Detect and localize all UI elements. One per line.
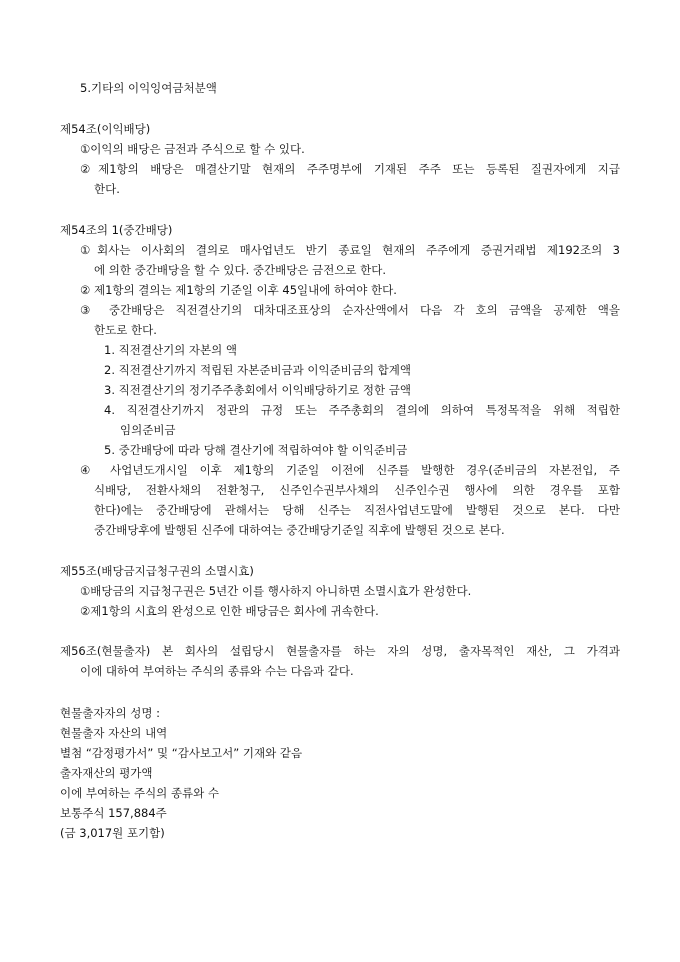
article-54-1-paragraph-4-line-2: 식배당, 전환사채의 전환청구, 신주인수권부사채의 신주인수권 행사에 의한 경우를 포함 <box>94 483 620 497</box>
asset-valuation-label: 출자재산의 평가액 <box>60 766 153 780</box>
deduction-item-3: 3. 직전결산기의 정기주주총회에서 이익배당하기로 정한 금액 <box>104 383 411 397</box>
contributor-name-label: 현물출자자의 성명 : <box>60 706 161 720</box>
article-54-paragraph-2-line-2: 한다. <box>94 182 120 196</box>
article-54-1-paragraph-4-line-1: ④ 사업년도개시일 이후 제1항의 기준일 이전에 신주를 발행한 경우(준비금의 자본전입, 주 <box>80 463 620 477</box>
article-54-1-paragraph-1-line-1: ①회사는 이사회의 결의로 매사업년도 반기 종료일 현재의 주주에게 증권거래법 제192조의 3 <box>80 243 620 257</box>
shares-granted-label: 이에 부여하는 주식의 종류와 수 <box>60 786 220 800</box>
common-shares-count: 보통주식 157,884주 <box>60 806 167 820</box>
article-54-1-paragraph-4-line-3: 한다)에는 중간배당에 관해서는 당해 신주는 직전사업년도말에 발행된 것으로 본다. 다만 <box>94 503 620 517</box>
deduction-item-4-line-1: 4. 직전결산기까지 정관의 규정 또는 주주총회의 결의에 의하여 특정목적을 위해 적립한 <box>104 403 620 417</box>
article-54-1-paragraph-2: ② 제1항의 결의는 제1항의 기준일 이후 45일내에 하여야 한다. <box>80 283 397 297</box>
article-55-title: 제55조(배당금지급청구권의 소멸시효) <box>60 564 254 578</box>
article-55-paragraph-2: ②제1항의 시효의 완성으로 인한 배당금은 회사에 귀속한다. <box>80 604 379 618</box>
article-54-1-paragraph-4-line-4: 중간배당후에 발행된 신주에 대하여는 중간배당기준일 직후에 발행된 것으로 본다. <box>94 523 505 537</box>
deduction-item-4-line-2: 임의준비금 <box>120 423 176 437</box>
asset-details-label: 현물출자 자산의 내역 <box>60 726 168 740</box>
deduction-item-2: 2. 직전결산기까지 적립된 자본준비금과 이익준비금의 합계액 <box>104 363 411 377</box>
article-54-1-paragraph-3-line-1: ③ 중간배당은 직전결산기의 대차대조표상의 순자산액에서 다음 각 호의 금액을 공제한 액을 <box>80 303 620 317</box>
article-54-1-paragraph-3-line-2: 한도로 한다. <box>94 323 157 337</box>
deduction-item-5: 5. 중간배당에 따라 당해 결산기에 적립하여야 할 이익준비금 <box>104 443 408 457</box>
deduction-item-1: 1. 직전결산기의 자본의 액 <box>104 343 238 357</box>
article-54-1-paragraph-1-line-2: 에 의한 중간배당을 할 수 있다. 중간배당은 금전으로 한다. <box>94 263 387 277</box>
article-56-line-1: 제56조(현물출자) 본 회사의 설립당시 현물출자를 하는 자의 성명, 출자목적인 재산, 그 가격과 <box>60 644 620 658</box>
article-54-paragraph-1: ①이익의 배당은 금전과 주식으로 할 수 있다. <box>80 142 305 156</box>
waived-amount-note: (금 3,017원 포기함) <box>60 826 165 840</box>
article-56-line-2: 이에 대하여 부여하는 주식의 종류와 수는 다음과 같다. <box>80 664 354 678</box>
article-54-title: 제54조(이익배당) <box>60 122 151 136</box>
article-54-1-title: 제54조의 1(중간배당) <box>60 223 173 237</box>
section-heading: 5.기타의 이익잉여금처분액 <box>80 81 217 95</box>
article-54-paragraph-2-line-1: ②제1항의 배당은 매결산기말 현재의 주주명부에 기재된 주주 또는 등록된 질권자에게 지급 <box>80 162 620 176</box>
attachment-reference: 별첨 “감정평가서” 및 “감사보고서” 기재와 같음 <box>60 746 303 760</box>
article-55-paragraph-1: ①배당금의 지급청구권은 5년간 이를 행사하지 아니하면 소멸시효가 완성한다. <box>80 584 472 598</box>
